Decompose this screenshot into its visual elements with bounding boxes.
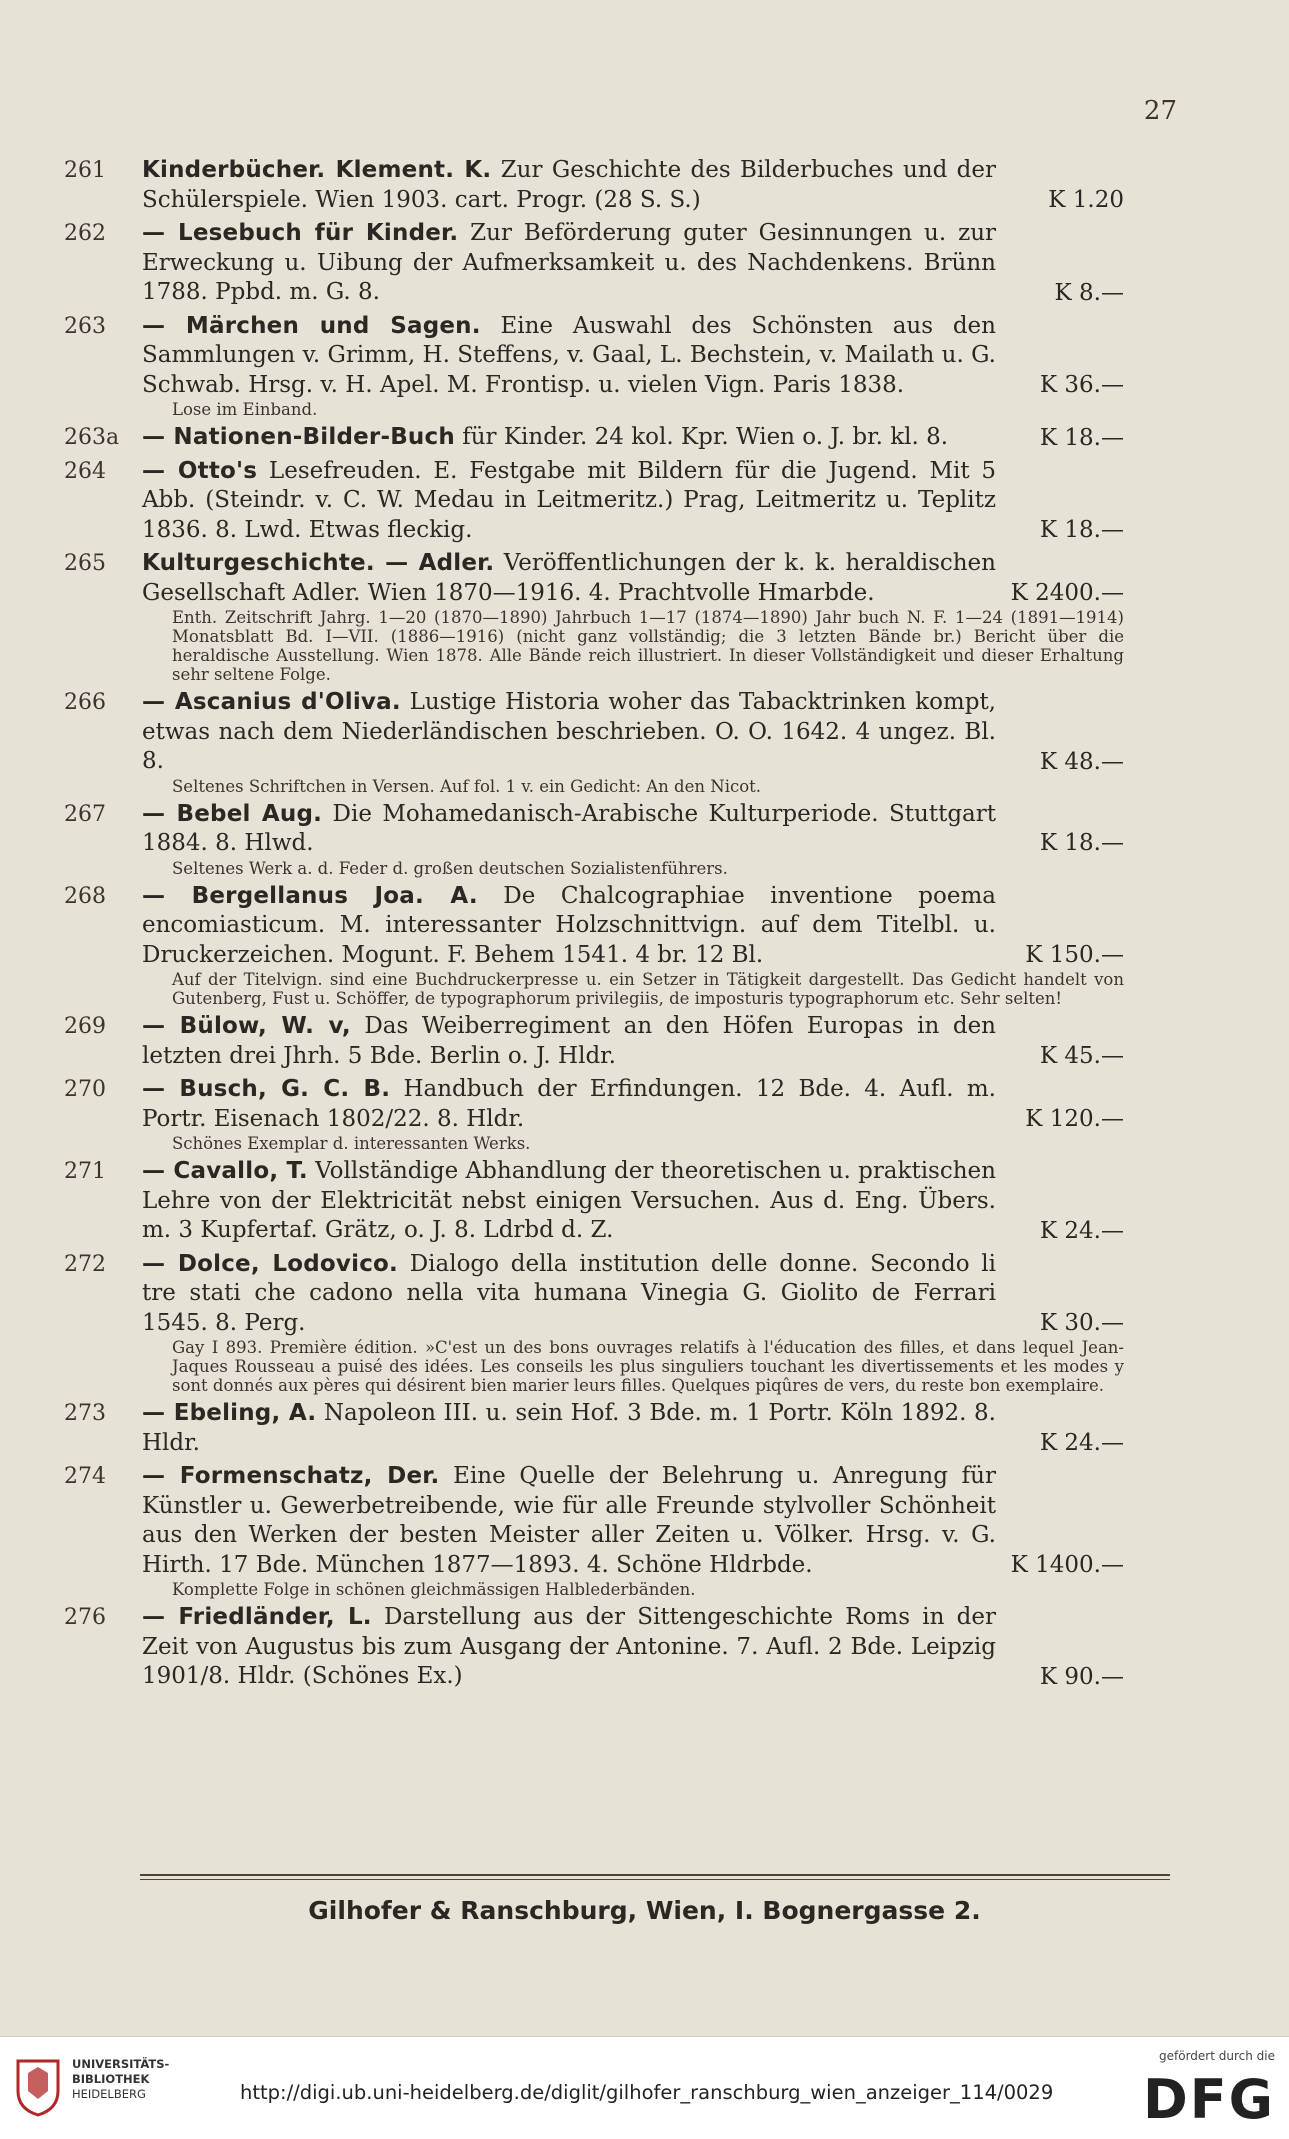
entry-number: 273 bbox=[64, 1401, 106, 1426]
entry-body bbox=[142, 800, 1124, 859]
entry-note: Seltenes Schriftchen in Versen. Auf fol. 1 v. ein Gedicht: An den Nicot. bbox=[172, 776, 762, 796]
funder-label: gefördert durch die bbox=[1159, 2049, 1275, 2063]
entry-price: K 45.— bbox=[1032, 1042, 1124, 1072]
entry-price: K 150.— bbox=[1017, 941, 1124, 971]
entry-number: 276 bbox=[64, 1605, 106, 1630]
catalog-entry bbox=[64, 800, 1124, 878]
entry-number: 263a bbox=[64, 425, 120, 450]
entry-price: K 18.— bbox=[1032, 424, 1124, 454]
entry-price: K 24.— bbox=[1032, 1217, 1124, 1247]
entry-text bbox=[142, 882, 1124, 971]
entry-body bbox=[142, 423, 1124, 453]
entry-description: Eine Auswahl des Schönsten aus den Sammlungen v. Grimm, H. Steffens, v. Gaal, L. Bechstein, v. Mailath u. G. Schwab. Hrsg. v. H. Apel. M. Frontisp. u. vielen Vign. Paris 1838. bbox=[142, 312, 996, 398]
catalog-entry bbox=[64, 1399, 1124, 1458]
entry-price: K 30.— bbox=[1032, 1309, 1124, 1339]
entry-heading: — Friedländer, L. bbox=[142, 1604, 372, 1630]
entry-body bbox=[142, 1157, 1124, 1246]
catalog-entry bbox=[64, 1462, 1124, 1599]
entry-text bbox=[142, 1157, 1124, 1246]
entry-note: Lose im Einband. bbox=[172, 400, 318, 419]
entry-description: Die Mohamedanisch-Arabische Kulturperiode. Stuttgart 1884. 8. Hlwd. bbox=[142, 800, 996, 856]
entry-body bbox=[142, 882, 1124, 971]
entry-text bbox=[142, 312, 1124, 401]
catalog-entry bbox=[64, 1157, 1124, 1246]
catalog-entry bbox=[64, 423, 1124, 453]
library-name[interactable] bbox=[72, 2057, 169, 2102]
entry-price: K 8.— bbox=[1047, 279, 1124, 309]
entry-text bbox=[142, 1462, 1124, 1580]
catalog-entry bbox=[64, 688, 1124, 796]
entry-price: K 1400.— bbox=[1003, 1551, 1124, 1581]
entry-text bbox=[142, 1075, 1124, 1134]
source-url-link[interactable]: http://digi.ub.uni-heidelberg.de/diglit/gilhofer_ranschburg_wien_anzeiger_114/0029 bbox=[240, 2081, 1054, 2104]
entry-text bbox=[142, 457, 1124, 546]
library-name-line: UNIVERSITÄTS- bbox=[72, 2057, 170, 2071]
entry-heading: Kulturgeschichte. — Adler. bbox=[142, 550, 495, 576]
entry-description: Napoleon III. u. sein Hof. 3 Bde. m. 1 Portr. Köln 1892. 8. Hldr. bbox=[142, 1400, 996, 1456]
entry-heading: — Otto's bbox=[142, 457, 258, 484]
catalog-entry bbox=[64, 312, 1124, 420]
entry-heading: — Busch, G. C. B. bbox=[142, 1076, 391, 1102]
dfg-logo[interactable]: DFG bbox=[1142, 2068, 1275, 2131]
entry-description: Lustige Historia woher das Tabacktrinken kompt, etwas nach dem Niederländischen beschrieben. O. O. 1642. 4 ungez. Bl. 8. bbox=[142, 689, 996, 774]
entry-number: 272 bbox=[64, 1251, 106, 1277]
entry-number: 262 bbox=[64, 221, 106, 246]
catalog-entry bbox=[64, 882, 1124, 1009]
entry-heading: — Formenschatz, Der. bbox=[142, 1463, 440, 1489]
entry-text bbox=[142, 1012, 1124, 1071]
entry-heading: — Bülow, W. v, bbox=[142, 1013, 351, 1039]
entry-description: Handbuch der Erfindungen. 12 Bde. 4. Aufl. m. Portr. Eisenach 1802/22. 8. Hldr. bbox=[142, 1076, 996, 1132]
publisher-footer: Gilhofer & Ranschburg, Wien, I. Bognergasse 2. bbox=[308, 1896, 981, 1925]
entry-body bbox=[142, 688, 1124, 777]
entry-description: Vollständige Abhandlung der theoretischen u. praktischen Lehre von der Elektricität nebst einigen Versuchen. Aus d. Eng. Übers. m. 3 Kupfertaf. Grätz, o. J. 8. Ldrbd d. Z. bbox=[142, 1158, 996, 1243]
entry-number: 267 bbox=[64, 801, 106, 827]
entry-body bbox=[142, 549, 1124, 608]
footer-rule bbox=[140, 1874, 1170, 1876]
library-name-line: BIBLIOTHEK bbox=[72, 2072, 150, 2086]
entry-description: Veröffentlichungen der k. k. heraldischen Gesellschaft Adler. Wien 1870—1916. 4. Prachtvolle Hmarbde. bbox=[142, 550, 996, 606]
entry-price: K 24.— bbox=[1032, 1429, 1124, 1459]
catalog-entry bbox=[64, 457, 1124, 546]
catalog-entries bbox=[64, 156, 1124, 1696]
entry-heading: — Nationen-Bilder-Buch bbox=[142, 424, 455, 450]
page-number: 27 bbox=[1143, 96, 1177, 126]
entry-body bbox=[142, 1012, 1124, 1071]
entry-number: 261 bbox=[64, 158, 106, 183]
entry-description: De Chalcographiae inventione poema encomiasticum. M. interessanter Holzschnittvign. auf dem Titelbl. u. Druckerzeichen. Mogunt. F. Behem 1541. 4 br. 12 Bl. bbox=[142, 882, 996, 968]
entry-text bbox=[142, 688, 1124, 777]
entry-number: 265 bbox=[64, 551, 106, 576]
entry-price: K 2400.— bbox=[1003, 579, 1124, 609]
entry-number: 263 bbox=[64, 313, 106, 339]
entry-price: K 48.— bbox=[1032, 748, 1124, 778]
entry-text bbox=[142, 219, 1124, 308]
entry-heading: — Ascanius d'Oliva. bbox=[142, 689, 401, 715]
entry-number: 274 bbox=[64, 1464, 106, 1489]
entry-note: Schönes Exemplar d. interessanten Werks. bbox=[172, 1134, 531, 1153]
footer-rule-thin bbox=[140, 1879, 1170, 1880]
entry-number: 271 bbox=[64, 1159, 106, 1184]
entry-description: Das Weiberregiment an den Höfen Europas in den letzten drei Jhrh. 5 Bde. Berlin o. J. Hldr. bbox=[142, 1013, 996, 1069]
catalog-entry bbox=[64, 1012, 1124, 1071]
university-seal-icon[interactable] bbox=[10, 2057, 66, 2117]
entry-description: Zur Beförderung guter Gesinnungen u. zur Erweckung u. Uibung der Aufmerksamkeit u. des Nachdenkens. Brünn 1788. Ppbd. m. G. 8. bbox=[142, 220, 996, 305]
library-name-line: HEIDELBERG bbox=[72, 2087, 146, 2101]
entry-body bbox=[142, 219, 1124, 308]
catalog-entry bbox=[64, 156, 1124, 215]
entry-number: 268 bbox=[64, 883, 106, 909]
entry-heading: Kinderbücher. Klement. K. bbox=[142, 157, 492, 183]
entry-heading: — Cavallo, T. bbox=[142, 1158, 308, 1184]
entry-number: 266 bbox=[64, 690, 106, 715]
entry-body bbox=[142, 1399, 1124, 1458]
entry-note: Auf der Titelvign. sind eine Buchdruckerpresse u. ein Setzer in Tätigkeit dargestellt. Das Gedicht handelt von Gutenberg, Fust u. Schöffer, de typographorum privilegiis, de imposturis typographorum etc. Sehr selten! bbox=[172, 970, 1124, 1008]
entry-description: Lesefreuden. E. Festgabe mit Bildern für die Jugend. Mit 5 Abb. (Steindr. v. C. W. Medau in Leitmeritz.) Prag, Leitmeritz u. Teplitz 1836. 8. Lwd. Etwas fleckig. bbox=[142, 457, 997, 543]
entry-price: K 18.— bbox=[1032, 829, 1124, 859]
entry-heading: — Bebel Aug. bbox=[142, 800, 323, 827]
entry-text bbox=[142, 800, 1124, 859]
catalog-entry bbox=[64, 219, 1124, 308]
entry-heading: — Dolce, Lodovico. bbox=[142, 1250, 398, 1277]
catalog-entry bbox=[64, 549, 1124, 684]
entry-price: K 120.— bbox=[1017, 1105, 1124, 1135]
entry-body bbox=[142, 312, 1124, 401]
catalog-entry bbox=[64, 1075, 1124, 1153]
entry-price: K 36.— bbox=[1032, 371, 1124, 401]
entry-body bbox=[142, 1603, 1124, 1692]
entry-heading: — Bergellanus Joa. A. bbox=[142, 882, 478, 909]
entry-text bbox=[142, 423, 1124, 453]
entry-heading: — Lesebuch für Kinder. bbox=[142, 220, 459, 246]
entry-number: 270 bbox=[64, 1077, 106, 1102]
entry-description: Zur Geschichte des Bilderbuches und der Schülerspiele. Wien 1903. cart. Progr. (28 S. S.) bbox=[142, 157, 996, 213]
entry-description: Dialogo della institution delle donne. Secondo li tre stati che cadono nella vita humana Vinegia G. Giolito de Ferrari 1545. 8. Perg. bbox=[142, 1250, 996, 1336]
entry-text bbox=[142, 1250, 1124, 1339]
entry-price: K 18.— bbox=[1032, 516, 1124, 546]
entry-body bbox=[142, 1462, 1124, 1580]
entry-body bbox=[142, 1075, 1124, 1134]
entry-note: Komplette Folge in schönen gleichmässigen Halblederbänden. bbox=[172, 1580, 696, 1599]
entry-note: Enth. Zeitschrift Jahrg. 1—20 (1870—1890) Jahrbuch 1—17 (1874—1890) Jahr buch N. F. 1—24 (1891—1914) Monatsblatt Bd. I—VII. (1886—1916) (nicht ganz vollständig; die 3 letzten Bände br.) Bericht über die heraldische Ausstellung. Wien 1878. Alle Bände reich illustriert. In dieser Vollständigkeit und dieser Erhaltung sehr seltene Folge. bbox=[172, 608, 1124, 684]
entry-price: K 90.— bbox=[1032, 1663, 1124, 1693]
entry-text bbox=[142, 156, 1124, 215]
entry-note: Seltenes Werk a. d. Feder d. großen deutschen Sozialistenführers. bbox=[172, 858, 728, 878]
entry-note: Gay I 893. Première édition. »C'est un des bons ouvrages relatifs à l'éducation des filles, et dans lequel Jean-Jaques Rousseau a puisé des idées. Les conseils les plus singuliers touchant les divertissements et les modes y sont donnés aux pères qui désirent bien marier leurs filles. Quelques piqûres de vers, du reste bon exemplaire. bbox=[172, 1338, 1124, 1395]
entry-heading: — Ebeling, A. bbox=[142, 1400, 317, 1426]
entry-description: Darstellung aus der Sittengeschichte Roms in der Zeit von Augustus bis zum Ausgang der Antonine. 7. Aufl. 2 Bde. Leipzig 1901/8. Hldr. (Schönes Ex.) bbox=[142, 1604, 996, 1689]
viewer-bottom-bar bbox=[0, 2036, 1289, 2139]
entry-number: 269 bbox=[64, 1014, 106, 1039]
entry-number: 264 bbox=[64, 458, 106, 484]
entry-text bbox=[142, 1603, 1124, 1692]
entry-text bbox=[142, 1399, 1124, 1458]
entry-heading: — Märchen und Sagen. bbox=[142, 312, 481, 339]
entry-body bbox=[142, 457, 1124, 546]
entry-body bbox=[142, 1250, 1124, 1339]
catalog-entry bbox=[64, 1603, 1124, 1692]
entry-description: für Kinder. 24 kol. Kpr. Wien o. J. br. kl. 8. bbox=[454, 424, 949, 450]
catalog-entry bbox=[64, 1250, 1124, 1396]
entry-text bbox=[142, 549, 1124, 608]
entry-price: K 1.20 bbox=[1040, 186, 1124, 216]
entry-body bbox=[142, 156, 1124, 215]
entry-description: Eine Quelle der Belehrung u. Anregung für Künstler u. Gewerbetreibende, wie für alle Freunde stylvoller Schönheit aus den Werken der besten Meister aller Zeiten u. Völker. Hrsg. v. G. Hirth. 17 Bde. München 1877—1893. 4. Schöne Hldrbde. bbox=[142, 1463, 996, 1578]
